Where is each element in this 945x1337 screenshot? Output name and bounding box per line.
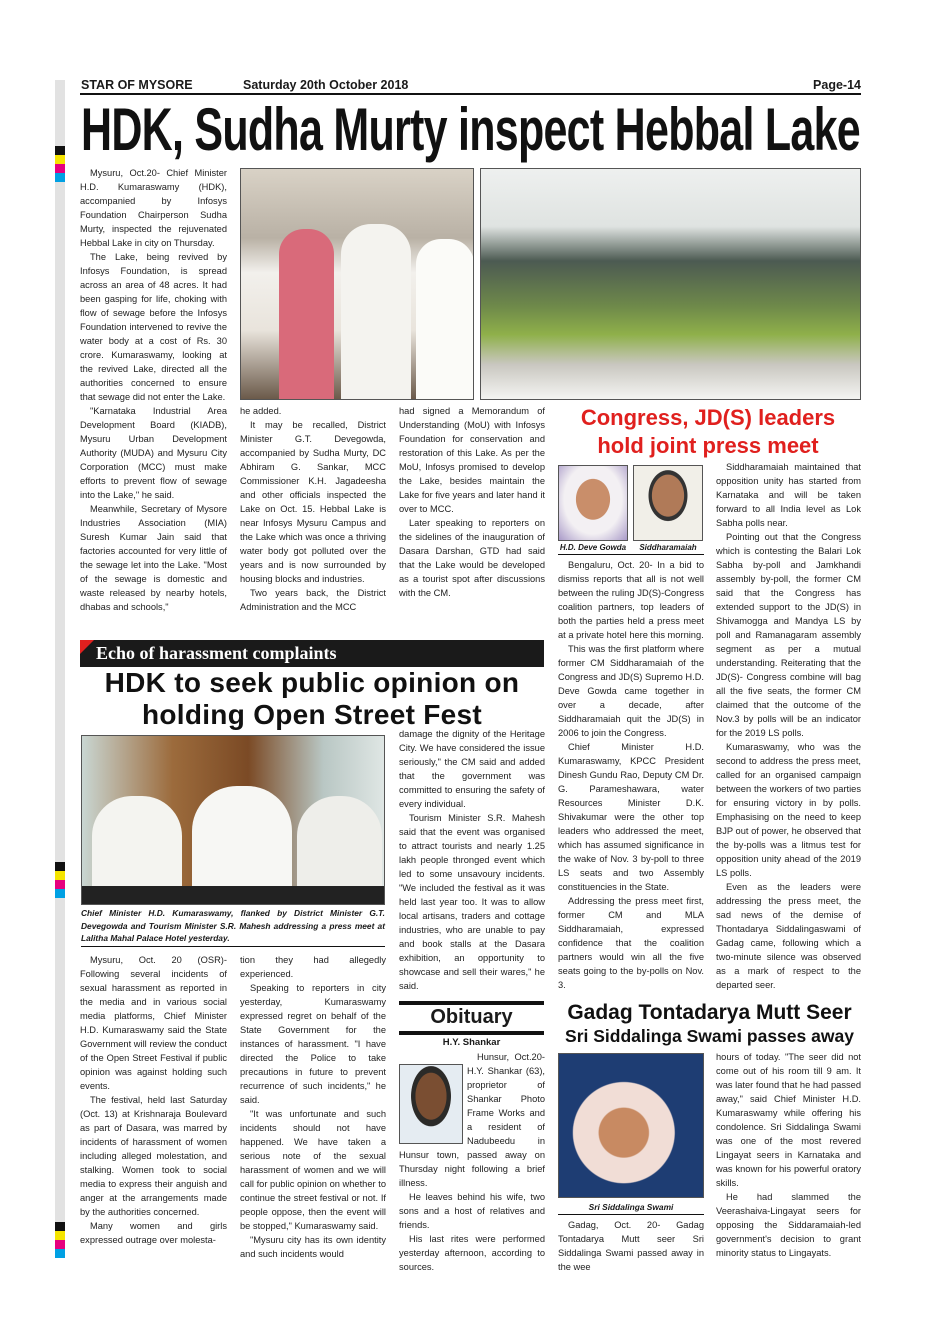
fest-column-3 [399, 727, 545, 993]
paragraph: Hunsur, Oct.20- H.Y. Shankar (63), proprietor of Shankar Photo Frame Works and a resident of Nadubeedu in Hunsur town, passed away on Thursday night following a brief illness. [399, 1052, 545, 1188]
paragraph: hours of today. "The seer did not come out of his room till 9 am. It was later found that he had passed away," said Chief Minister H.D. Kumaraswamy while offering his condolence. Sri Siddalinga Swami was one of the most revered Lingayat seers in Karnataka and was known for his powerful oratory skills. [716, 1052, 861, 1188]
paragraph: The festival, held last Saturday (Oct. 13) at Krishnaraja Boulevard as part of Dasara, was marred by incidents of harassment of women including alleged molestation, and stalking. Women took to social media to express their anguish and anger at the arrangements made by the authorities concerned. [80, 1095, 227, 1217]
headline-congress [555, 404, 861, 460]
figure-official [416, 239, 474, 399]
paragraph: damage the dignity of the Heritage City. We have considered the issue seriously," the CM said and added that the government was committed to ensuring the safety of every individual. [399, 729, 545, 809]
photo-hy-shankar [399, 1064, 463, 1144]
paper-name: STAR OF MYSORE [81, 78, 193, 92]
paragraph: Even as the leaders were addressing the press meet, the sad news of the demise of Thontadarya Siddalingaswami of Gadag came, following which a two-minute silence was observed as a mark of respect to the departed seer. [716, 882, 861, 990]
hebbal-column-3 [399, 404, 545, 600]
page-number: Page-14 [813, 78, 861, 92]
headline-gadag-line-2: Sri Siddalinga Swami passes away [565, 1026, 854, 1046]
paragraph: Many women and girls expressed outrage over molesta- [80, 1221, 227, 1245]
issue-date: Saturday 20th October 2018 [243, 78, 409, 92]
photo-hebbal-lake [480, 168, 861, 400]
headline-hebbal-text: HDK, Sudha Murty inspect Hebbal Lake [81, 96, 860, 163]
figure-officials [341, 224, 411, 399]
paragraph: Pointing out that the Congress which is contesting the Balari Lok Sabha by-poll and Jamkhandi assembly by-poll, the former CM said that the Congress has extended support to the JD(S) in Shivamogga and Mandya LS by poll and Ramanagaram assembly segment as per a mutual understanding. Reiterating that the JD(S)- Congress combine will bag all the five seats, the former CM claimed that the outcome of the Nov.3 by polls will be an indicator for the 2019 LS polls. [716, 532, 861, 738]
congress-column-2 [716, 460, 861, 992]
print-margin-strip [55, 80, 65, 1255]
paragraph: Mysuru, Oct.20- Chief Minister H.D. Kumaraswamy (HDK), accompanied by Infosys Foundation Chairperson Sudha Murty, inspected the rejuvenated Hebbal Lake in city on Thursday. [80, 168, 227, 248]
registration-mark-yellow [55, 155, 65, 164]
fest-column-1 [80, 953, 227, 1247]
paragraph: "Mysuru city has its own identity and such incidents would [240, 1235, 386, 1259]
paragraph: he added. [240, 406, 282, 416]
red-corner-icon [80, 640, 94, 654]
microphones [82, 886, 385, 905]
registration-mark-yellow [55, 871, 65, 880]
obituary-rule-bottom [399, 1031, 544, 1035]
registration-mark-cyan [55, 889, 65, 898]
paragraph: It may be recalled, District Minister G.T. Devegowda, accompanied by Sudha Murty, DC Abhiram G. Sankar, MCC Commissioner K.H. Jagadeesha and other officials inspected the Lake on Oct. 15. Hebbal Lake is near Infosys Mysuru Campus and the Lake which was once a thriving water body got polluted over the years and is now surrounded by housing blocks and industries. [240, 420, 386, 584]
paragraph: Meanwhile, Secretary of Mysore Industries Association (MIA) Suresh Kumar Jain said that factories accounted for very little of the sewage let into the Lake. "Most of the sewage is domestic and waste released by nearby hotels, dhabas and schools," [80, 504, 227, 612]
paragraph: He leaves behind his wife, two sons and a host of relatives and friends. [399, 1192, 545, 1230]
fest-column-2 [240, 953, 386, 1261]
paragraph: "Karnataka Industrial Area Development Board (KIADB), Mysuru Urban Development Authority (MUDA) and Mysuru City Corporation (MCC) must make efforts to prevent flow of sewage into the Lake," he said. [80, 406, 227, 500]
caption-press-meet: Chief Minister H.D. Kumaraswamy, flanked by District Minister G.T. Devegowda and Tourism Minister S.R. Mahesh addressing a press meet at Lalitha Mahal Palace Hotel yesterday. [81, 908, 385, 943]
registration-mark-cyan [55, 1249, 65, 1258]
paragraph: The Lake, being revived by Infosys Foundation, is spread across an area of 48 acres. It had been gasping for life, choking with flow of sewage before the Infosys Foundation intervened to revive the water body at a cost of Rs. 30 crore. Kumaraswamy, looking at the revived Lake, directed all the authorities concerned to ensure that sewage did not enter the Lake. [80, 252, 227, 402]
paragraph: Siddharamaiah maintained that opposition unity has started from Karnataka and will be taken forward to all India level as Lok Sabha polls near. [716, 462, 861, 528]
kicker-band [80, 640, 544, 667]
gadag-column-2 [716, 1050, 861, 1260]
paragraph: Speaking to reporters in city yesterday, Kumaraswamy expressed regret on behalf of the State Government for the instances of harassment. "I have directed the Police to take precautions in future to prevent recurrence of such incidents," he said. [240, 983, 386, 1105]
photo-siddalinga-swami [558, 1053, 704, 1198]
congress-column-1 [558, 558, 704, 992]
paragraph: His last rites were performed yesterday afternoon, according to sources. [399, 1234, 545, 1272]
paragraph: Chief Minister H.D. Kumaraswamy, KPCC President Dinesh Gundu Rao, Deputy CM Dr. G. Parameshawara, water Resources Minister D.K. Shivakumar were the other top leaders who addressed the meet, which has assumed significance in the wake of Nov. 3 by-poll to three LS seats and two Assembly constituencies in the State. [558, 742, 704, 892]
caption-rule [558, 554, 704, 555]
paragraph: Addressing the press meet first, former CM and MLA Siddharamaiah, expressed confidence that the coalition partners would win all the five seats going to the by-polls on Nov. 3. [558, 896, 704, 990]
photo-press-meet [81, 735, 385, 905]
caption-deve-gowda: H.D. Deve Gowda [559, 543, 627, 552]
headline-fest-line-1: HDK to seek public opinion on [104, 667, 520, 698]
caption-rule [558, 1214, 704, 1215]
obituary-body [399, 1050, 545, 1274]
paragraph: Tourism Minister S.R. Mahesh said that the event was organised to attract tourists and nearly 1.25 lakh people thronged event which led to some unsavoury incidents. "We included the festival as it was held last year too. It was to allow local artisans, traders and cottage industries, who are unable to pay and book stalls at the Dasara exhibition, an opportunity to showcase and sell their wares," he said. [399, 813, 545, 991]
hebbal-column-2 [240, 404, 386, 614]
paragraph: He had slammed the Veerashaiva-Lingayat seers for opposing the Siddaramaiah-led government's decision to grant minority status to Lingayats. [716, 1192, 861, 1258]
photo-deve-gowda [558, 465, 628, 541]
registration-mark-black [55, 1222, 65, 1231]
obituary-name: H.Y. Shankar [442, 1037, 501, 1048]
paragraph: This was the first platform where former CM Siddharamaiah of the Congress and JD(S) Supremo H.D. Deve Gowda came together in over a decade, after Siddharamaiah quit the JD(S) in 2006 to join the Congress. [558, 644, 704, 738]
registration-mark-yellow [55, 1231, 65, 1240]
caption-rule [81, 946, 385, 947]
paragraph: had signed a Memorandum of Understanding (MoU) with Infosys Foundation for conservation and restoration of this Lake. As per the MoU, Infosys promised to develop the Lake, besides maintain the Lake for five years and later hand it over to MCC. [399, 406, 545, 514]
headline-gadag-line-1: Gadag Tontadarya Mutt Seer [567, 1001, 852, 1024]
obituary-title: Obituary [430, 1006, 513, 1028]
registration-mark-magenta [55, 1240, 65, 1249]
headline-congress-line-2: hold joint press meet [597, 433, 819, 458]
paragraph: Kumaraswamy, who was the second to address the press meet, called for an organised campaign between the workers of two parties for ensuring victory in by polls. Emphasising on the need to keep BJP out of power, he observed that the by-polls was a litmus test for opposition unity ahead of the 2019 LS polls. [716, 742, 861, 878]
header-rule [80, 93, 861, 95]
headline-gadag [557, 1000, 862, 1047]
kicker-text: Echo of harassment complaints [96, 643, 337, 663]
paragraph: Mysuru, Oct. 20 (OSR)- Following several incidents of sexual harassment as reported in the media and in various social media platforms, Chief Minister H.D. Kumaraswamy said the State Government will review the conduct of the Open Street Festival if public opinion was against holding such events. [80, 955, 227, 1091]
registration-mark-magenta [55, 880, 65, 889]
photo-siddharamaiah [633, 465, 703, 541]
headline-fest [80, 667, 544, 731]
paragraph: Bengaluru, Oct. 20- In a bid to dismiss reports that all is not well between the ruling JD(S)-Congress coalition partners, top leaders of both the parties held a press meet at a private hotel here this morning. [558, 560, 704, 640]
caption-siddalinga-swami: Sri Siddalinga Swami [588, 1202, 674, 1212]
registration-mark-black [55, 146, 65, 155]
headline-hebbal [81, 98, 860, 162]
headline-congress-line-1: Congress, JD(S) leaders [580, 405, 836, 430]
figure-sudha-murty [279, 229, 334, 399]
paragraph: tion they had allegedly experienced. [240, 955, 386, 979]
gadag-column-1 [558, 1218, 704, 1274]
headline-fest-line-2: holding Open Street Fest [141, 699, 483, 730]
registration-mark-magenta [55, 164, 65, 173]
registration-mark-black [55, 862, 65, 871]
caption-siddharamaiah: Siddharamaiah [639, 543, 697, 552]
registration-mark-cyan [55, 173, 65, 182]
paragraph: "It was unfortunate and such incidents should not have happened. We have taken a serious note of the sexual harassment of women and we will call for public opinion on whether to continue the street festival or not. If people oppose, then the event will be stopped," Kumaraswamy said. [240, 1109, 386, 1231]
paragraph: Later speaking to reporters on the sidelines of the inauguration of Dasara Darshan, GTD had said that the Lake would be developed as a tourist spot after discussions with the CM. [399, 518, 545, 598]
hebbal-column-1 [80, 166, 227, 614]
paragraph: Two years back, the District Administration and the MCC [240, 588, 386, 612]
paragraph: Gadag, Oct. 20- Gadag Tontadarya Mutt seer Sri Siddalinga Swami passed away in the wee [558, 1220, 704, 1272]
photo-hebbal-inspection [240, 168, 474, 400]
